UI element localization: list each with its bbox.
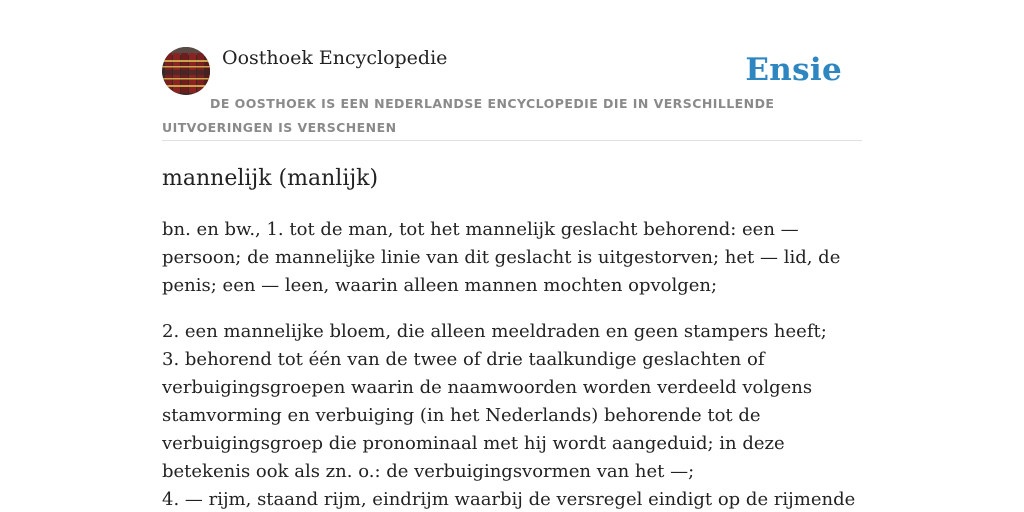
definition-line: 2. een mannelijke bloem, die alleen meeldraden en geen stampers heeft; — [162, 321, 827, 342]
brand-logo[interactable]: Ensie — [745, 52, 842, 88]
site-header — [162, 46, 862, 141]
site-tagline: DE OOSTHOEK IS EEN NEDERLANDSE ENCYCLOPEDIE DIE IN VERSCHILLENDE UITVOERINGEN IS VERSCHENEN — [162, 96, 775, 135]
site-title[interactable]: Oosthoek Encyclopedie — [222, 47, 448, 69]
entry-definitions — [162, 318, 866, 512]
definition-line: 3. behorend tot één van de twee of drie taalkundige geslachten of verbuigingsgroepen waarin de naamwoorden worden verdeeld volgens stamvorming en verbuiging (in het Nederlands) behorende tot de verbuigingsgroep die pronominaal met hij wordt aangeduid; in deze betekenis ook als zn. o.: de verbuigingsvormen van het —; — [162, 349, 813, 482]
entry-title: mannelijk (manlijk) — [162, 166, 379, 191]
entry-paragraph: bn. en bw., 1. tot de man, tot het mannelijk geslacht behorend: een — persoon; de mannelijke linie van dit geslacht is uitgestorven; het — lid, de penis; een — leen, waarin alleen mannen mochten opvolgen; — [162, 219, 841, 296]
entry-article — [162, 162, 866, 512]
avatar[interactable] — [162, 47, 210, 95]
book-spines-icon — [162, 47, 210, 95]
definition-line: 4. — rijm, staand rijm, eindrijm waarbij de versregel eindigt op de rijmende — [162, 489, 856, 510]
